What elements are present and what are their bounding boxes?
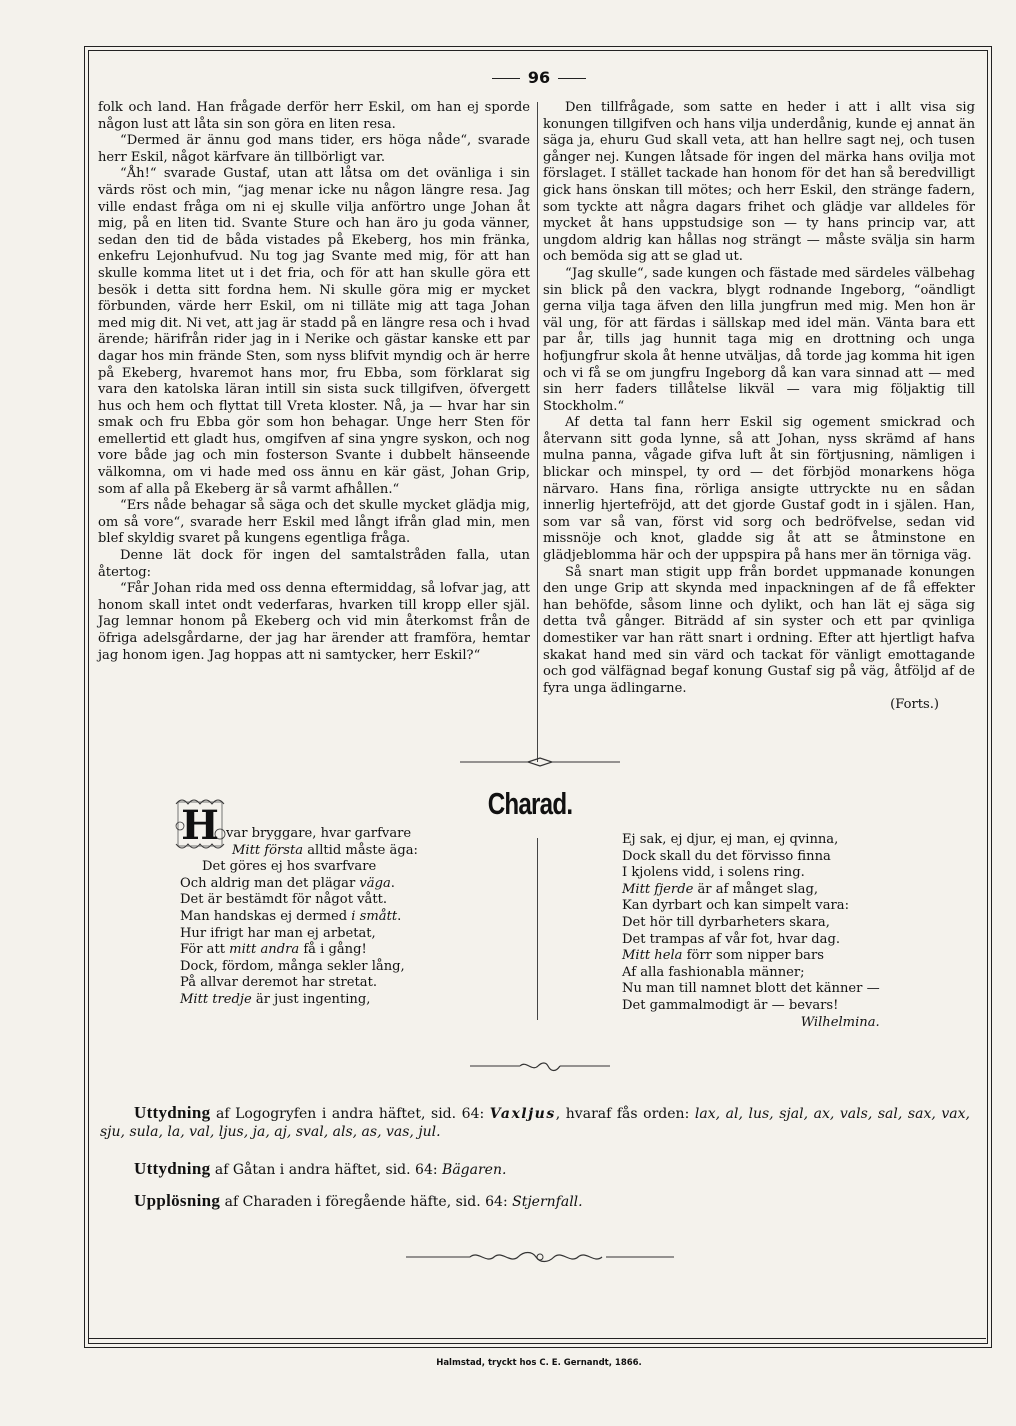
poem-line: Det är bestämdt för något vått. <box>180 892 388 908</box>
poem-line: Kan dyrbart och kan simpelt vara: <box>622 898 849 914</box>
poem-line: Det hör till dyrbarheters skara, <box>622 914 830 930</box>
poem-line: Mitt fjerde är af månget slag, <box>622 881 819 897</box>
ornament-divider-2 <box>460 1058 620 1078</box>
poem-line: I kjolens vidd, i solens ring. <box>622 865 805 881</box>
printer-imprint: Halmstad, tryckt hos C. E. Gernandt, 1866. <box>436 1358 642 1368</box>
scroll-flourish-icon <box>460 1058 620 1074</box>
flourish-icon <box>440 755 640 769</box>
poem-line: Nu man till namnet blott det känner — <box>622 981 880 997</box>
charad-divider <box>537 838 538 1020</box>
right-paragraph: Den tillfrågade, som satte en heder i att i allt visa sig konungen tillgifven och hans vilja underdånig, kunde ej annat än säga ja, ehuru Gud skall veta, att han hellre sagt nej, och tusen gånger nej. Kungen låtsade för ingen del märka hans ovilja mot förslaget. I stället tackade han honom för det han så beredvilligt gick hans önskan till mötes; och herr Eskil, den stränge fadern, som tyckte att några dagars frihet och glädje var alldeles för mycket åt hans uppstudsige son — ty hans princip var, att ungdom aldrig kan hållas nog strängt — måste svälja sin harm och bemöda sig att se glad ut. <box>543 100 975 265</box>
poem-line: Dock skall du det förvisso finna <box>622 848 831 864</box>
poem-line: Hur ifrigt har man ej arbetat, <box>180 925 376 941</box>
answer-logogryph: Uttydning af Logogryfen i andra häftet, sid. 64: Vaxljus, hvaraf fås orden: lax, al, lus, sjal, ax, vals, sal, sax, vax, sju, sula, la, val, ljus, ja, aj, sval, als, as, vas, jul. <box>100 1103 970 1140</box>
poem-line: Mitt tredje är just ingenting, <box>180 991 371 1007</box>
poem-line: Och aldrig man det plägar väga. <box>180 875 395 891</box>
right-paragraph: Så snart man stigit upp från bordet uppmanade konungen den unge Grip att skynda med inpackningen af de få effekter han behöfde, såsom linne och dylikt, och han lät ej säga sig detta två gånger. Biträdd af sin syster och ett par qvinliga domestiker var han rätt snart i ordning. Efter att hjertligt hafva skakat hand med sin värd och tackat för vänligt emottagande och god välfägnad begaf konung Gustaf sig på väg, åtföljd af de fyra unga ädlingarne. <box>543 564 975 696</box>
poem-line: För att mitt andra få i gång! <box>180 942 367 958</box>
poem-line: Det göres ej hos svarfvare <box>202 859 377 875</box>
left-column <box>98 100 530 664</box>
poem-line: var bryggare, hvar garfvare <box>226 826 412 841</box>
right-column <box>543 100 975 714</box>
poem-line: Dock, fördom, många sekler lång, <box>180 958 405 974</box>
answer-charade: Upplösning af Charaden i föregående häfte, sid. 64: Stjernfall. <box>134 1191 583 1210</box>
ornate-flourish-icon <box>400 1248 680 1266</box>
left-paragraph: folk och land. Han frågade derför herr Eskil, om han ej sporde någon lust att låta sin son göra en liten resa. <box>98 100 530 132</box>
poem-line: Det gammalmodigt är — bevars! <box>622 997 839 1013</box>
poem-line: Ej sak, ej djur, ej man, ej qvinna, <box>622 832 839 847</box>
right-paragraph: Af detta tal fann herr Eskil sig ogement smickrad och återvann sitt goda lynne, så att Johan, nyss skrämd af hans mulna panna, vågade gifva luft åt sin förtjusning, nämligen i blickar och minspel, ty ord — det förbjöd monarkens höga närvaro. Hans fina, rörliga ansigte uttryckte nu en sådan innerlig hjertefröjd, att det gjorde Gustaf godt in i själen. Han, som var så van, först vid sorg och bedröfvelse, sedan vid missnöje och knot, gladde sig åt att se åtminstone en glädjeblomma här och der uppspira på hans mer än törniga väg. <box>543 415 975 564</box>
right-paragraph: “Jag skulle“, sade kungen och fästade med särdeles välbehag sin blick på den vackra, blygt rodnande Ingeborg, “oändligt gerna vilja taga äfven den lilla jungfrun med mig. Men hon är väl ung, för att färdas i sällskap med idel män. Vänta bara ett par år, tills jag hunnit taga mig en drottning och unga hofjungfrur skola åt henne utväljas, då torde jag komma hit igen och vi få se om jungfru Ingeborg då kan vara sinnad att — med sin herr faders tillåtelse likväl — vara mig följaktig till Stockholm.“ <box>543 265 975 414</box>
column-divider <box>537 102 538 762</box>
page-number: 96 <box>527 68 551 87</box>
signature: Wilhelmina. <box>800 1014 880 1030</box>
answer-riddle: Uttydning af Gåtan i andra häftet, sid. 64: Bägaren. <box>134 1159 507 1178</box>
poem-line: Det trampas af vår fot, hvar dag. <box>622 931 841 947</box>
poem-line: Af alla fashionabla männer; <box>622 964 805 980</box>
left-paragraph: “Åh!“ svarade Gustaf, utan att låtsa om det ovänliga i sin värds röst och min, “jag menar icke nu någon längre resa. Jag ville endast fråga om ni ej skulle vilja anförtro unge Johan åt mig, på en liten tid. Svante Sture och han äro ju goda vänner, sedan den tid de båda vistades på Ekeberg, hos min fränka, enkefru Lejonhufvud. Nu tog jag Svante med mig, för att han skulle komma litet ut i det fria, och för att han skulle göra ett besök i detta sitt fordna hem. Ni skulle göra mig er mycket förbunden, värde herr Eskil, om ni tilläte mig att taga Johan med mig dit. Ni vet, att jag är stadd på en längre resa och i hvad ärende; härifrån rider jag in i Nerike och gästar kanske ett par dagar hos min frände Sten, som nyss blifvit myndig och är herre på Ekeberg, hvaremot hans mor, fru Ebba, som förklarat sig vara den katolska läran intill sin sista suck tillgifven, öfvergett hus och hem och flyttat till Vreta kloster. Nå, ja — hvar har sin smak och fru Ebba gör som hon behagar. Unge herr Sten för emellertid ett gladt hus, omgifven af sina yngre syskon, och nog vore både jag och min fosterson Svante i dubbelt hänseende välkomna, om vi hade med oss ännu en kär gäst, Johan Grip, som af alla på Ekeberg är så varmt afhållen.“ <box>98 166 530 497</box>
left-paragraph: Denne lät dock för ingen del samtalstråden falla, utan återtog: <box>98 548 530 580</box>
header-dash-left <box>492 78 520 79</box>
poem-line: På allvar deremot har stretat. <box>180 975 378 991</box>
charad-right-stanza <box>622 832 880 1031</box>
header-dash-right <box>558 78 586 79</box>
footer-rule <box>88 1338 986 1339</box>
charad-title: Charad. <box>487 786 573 821</box>
poem-line: Mitt första alltid måste äga: <box>232 842 418 858</box>
left-paragraph: “Dermed är ännu god mans tider, ers höga nåde“, svarade herr Eskil, något kärfvare än tillbörligt var. <box>98 133 530 165</box>
poem-line: Man handskas ej dermed i smått. <box>180 908 402 924</box>
continued-note: (Forts.) <box>890 697 939 713</box>
left-paragraph: “Får Johan rida med oss denna eftermiddag, så lofvar jag, att honom skall intet ondt vederfaras, hvarken till kropp eller själ. Jag lemnar honom på Ekeberg och vid min återkomst från de öfriga adelsgårdarne, der jag har ärender att framföra, hemtar jag honom igen. Jag hoppas att ni samtycker, herr Eskil?“ <box>98 581 530 663</box>
charad-left-stanza <box>180 826 418 1009</box>
poem-line: Mitt hela förr som nipper bars <box>622 948 824 964</box>
svg-text:H: H <box>181 802 219 849</box>
ornament-divider-1 <box>440 754 640 773</box>
page-header <box>96 68 982 87</box>
left-paragraph: “Ers nåde behagar så säga och det skulle mycket glädja mig, om så vore“, svarade herr Eskil med långt ifrån glad min, men blef skyldig svaret på kungens egentliga fråga. <box>98 498 530 547</box>
ornament-divider-3 <box>400 1248 680 1270</box>
